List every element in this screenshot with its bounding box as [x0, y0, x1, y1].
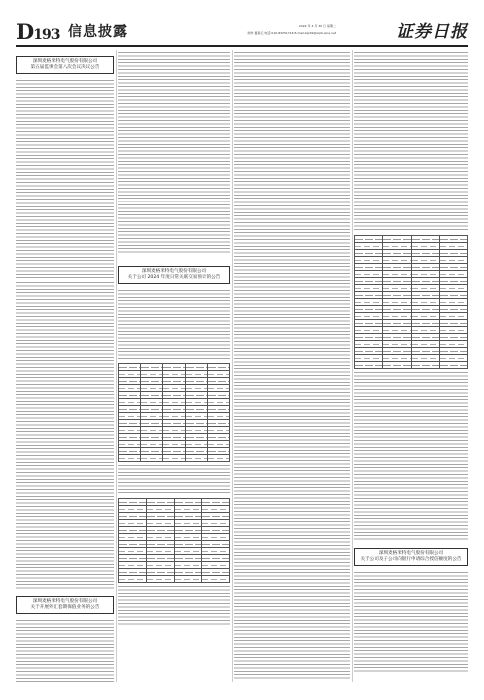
article-body — [118, 52, 230, 202]
column-2 — [118, 50, 230, 682]
notice-title: 第五届监事会第八次会议决议公告 — [30, 65, 100, 70]
masthead — [16, 20, 468, 44]
article-body — [118, 465, 230, 495]
notice-company: 深圳麦格米特电气股份有限公司 — [32, 599, 98, 604]
article-body — [354, 52, 468, 232]
notice-company: 深圳麦格米特电气股份有限公司 — [32, 59, 98, 64]
notice-title: 关于公司及子公司向银行申请综合授信额度的公告 — [360, 557, 462, 562]
contact-line: 制作 董春云 电话:010-83251716 E-mail:zqrb9@zqrb.sina.net — [247, 31, 336, 35]
dateline: 2024 年 4 月 30 日 星期二 — [298, 24, 336, 28]
subsidiary-table — [354, 235, 468, 369]
column-1 — [16, 50, 114, 682]
page-letter: D — [16, 19, 34, 44]
notice-title: 关于开展外汇套期保值业务的公告 — [30, 605, 100, 610]
page-digits: 193 — [33, 27, 60, 43]
article-body — [16, 620, 114, 682]
article-body — [118, 586, 230, 626]
article-body — [234, 52, 350, 680]
article-body — [16, 80, 114, 280]
related-transaction-table — [118, 363, 230, 462]
newspaper-logo: 证券日报 — [396, 22, 468, 42]
notice-header — [16, 596, 114, 614]
article-body — [16, 404, 114, 590]
article-body — [354, 372, 468, 542]
notice-header — [16, 56, 114, 74]
column-3 — [234, 50, 350, 682]
column-divider — [116, 50, 117, 682]
article-body — [16, 282, 114, 402]
notice-company: 深圳麦格米特电气股份有限公司 — [378, 551, 444, 556]
column-4 — [354, 50, 468, 682]
article-body — [354, 572, 468, 672]
column-divider — [352, 50, 353, 682]
notice-title: 关于公司 2024 年度日常关联交易预计的公告 — [127, 275, 221, 280]
article-body — [118, 204, 230, 254]
article-body — [118, 290, 230, 360]
notice-header — [354, 548, 468, 566]
page-number — [16, 20, 59, 47]
notice-company: 深圳麦格米特电气股份有限公司 — [141, 269, 207, 274]
financial-table — [118, 498, 230, 583]
notice-header — [118, 266, 230, 284]
section-title: 信息披露 — [68, 24, 128, 40]
column-divider — [232, 50, 233, 682]
masthead-rule — [16, 45, 468, 47]
